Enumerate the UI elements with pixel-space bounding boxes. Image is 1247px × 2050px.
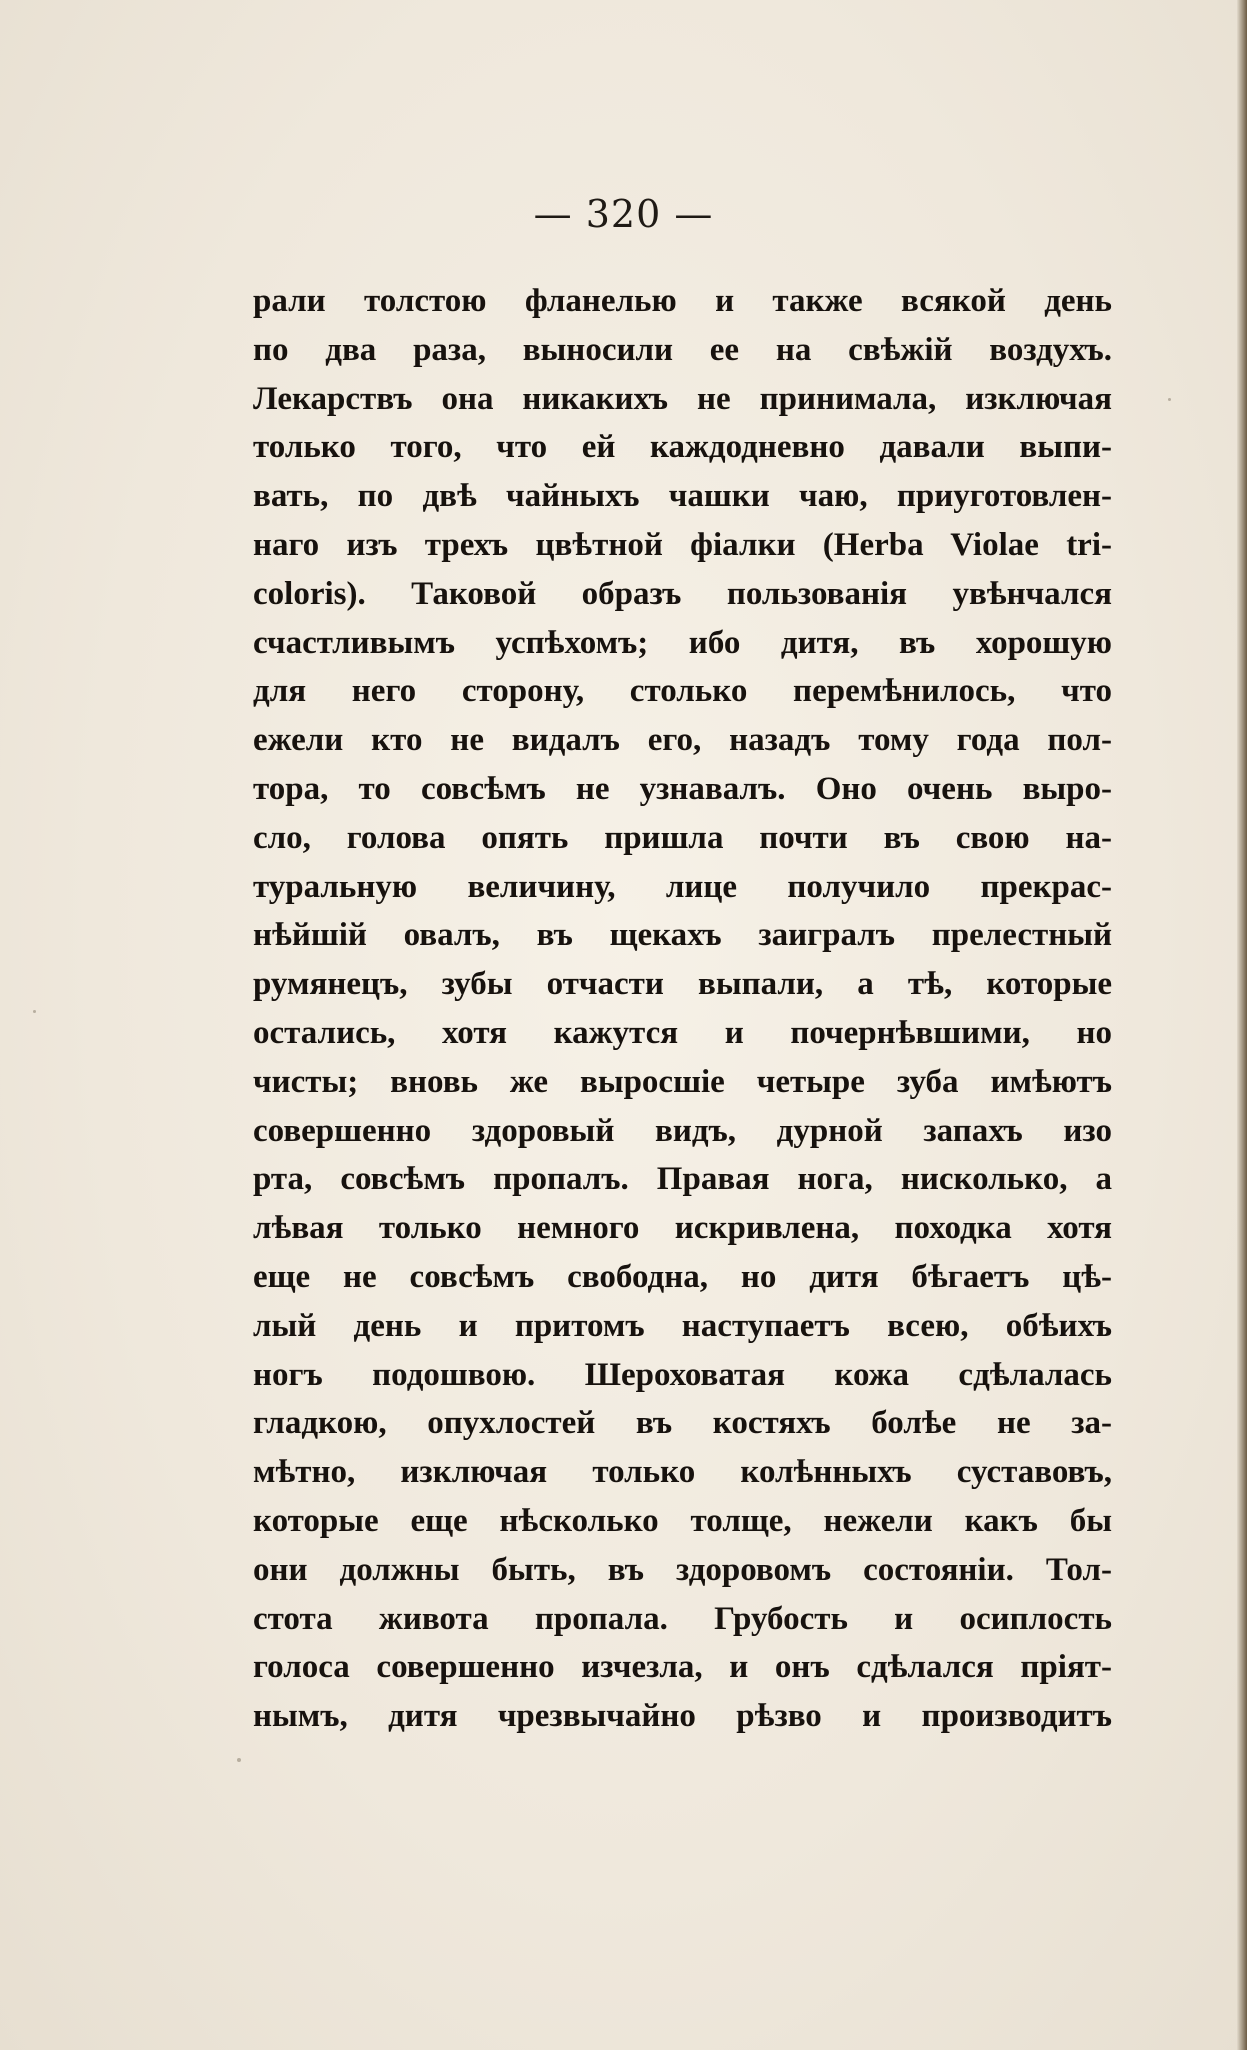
text-line: стота живота пропала. Грубость и осиплость — [253, 1600, 1112, 1637]
text-line: только того, что ей каждодневно давали выпи- — [253, 429, 1112, 466]
text-line: они должны быть, въ здоровомъ состояніи. Тол- — [253, 1551, 1112, 1588]
text-line: чисты; вновь же выросшіе четыре зуба имѣютъ — [253, 1063, 1112, 1100]
text-line: которые еще нѣсколько толще, нежели какъ бы — [253, 1502, 1112, 1539]
body-text — [253, 277, 1112, 1741]
page-edge-shadow — [1237, 0, 1247, 2050]
text-line: наго изъ трехъ цвѣтной фіалки (Herba Violae tri- — [253, 526, 1112, 563]
text-line: coloris). Таковой образъ пользованія увѣнчался — [253, 575, 1112, 612]
text-line: ежели кто не видалъ его, назадъ тому года пол- — [253, 722, 1112, 759]
text-line: совершенно здоровый видъ, дурной запахъ изо — [253, 1112, 1112, 1149]
text-line: ногъ подошвою. Шероховатая кожа сдѣлалась — [253, 1356, 1112, 1393]
text-line: счастливымъ успѣхомъ; ибо дитя, въ хорошую — [253, 624, 1112, 661]
paper-spot — [33, 1010, 36, 1013]
paper-spot — [1168, 398, 1171, 401]
text-line: рали толстою фланелью и также всякой день — [253, 283, 1112, 319]
text-line: туральную величину, лице получило прекрас- — [253, 868, 1112, 905]
text-line: голоса совершенно изчезла, и онъ сдѣлался пріят- — [253, 1649, 1112, 1686]
text-line: нѣйшій овалъ, въ щекахъ заигралъ прелестный — [253, 917, 1112, 954]
text-line: тора, то совсѣмъ не узнавалъ. Оно очень выро- — [253, 770, 1112, 807]
text-line: по два раза, выносили ее на свѣжій воздухъ. — [253, 331, 1112, 368]
page-number: — 320 — — [533, 192, 714, 236]
text-line: рта, совсѣмъ пропалъ. Правая нога, нисколько, а — [253, 1161, 1112, 1198]
text-line: мѣтно, изключая только колѣнныхъ суставовъ, — [253, 1454, 1112, 1491]
paper-spot — [237, 1758, 241, 1762]
text-line: Лекарствъ она никакихъ не принимала, изключая — [253, 380, 1112, 417]
text-line: гладкою, опухлостей въ костяхъ болѣе не за- — [253, 1405, 1112, 1442]
text-line: для него сторону, столько перемѣнилось, что — [253, 673, 1112, 710]
text-line: лѣвая только немного искривлена, походка хотя — [253, 1210, 1112, 1247]
text-line: лый день и притомъ наступаетъ всею, обѣихъ — [253, 1307, 1112, 1344]
text-line: румянецъ, зубы отчасти выпали, а тѣ, которые — [253, 966, 1112, 1003]
text-line: сло, голова опять пришла почти въ свою на- — [253, 819, 1112, 856]
text-line: остались, хотя кажутся и почернѣвшими, но — [253, 1014, 1112, 1051]
text-line: нымъ, дитя чрезвычайно рѣзво и производитъ — [253, 1698, 1112, 1735]
text-line: еще не совсѣмъ свободна, но дитя бѣгаетъ цѣ- — [253, 1258, 1112, 1295]
text-line: вать, по двѣ чайныхъ чашки чаю, приуготовлен- — [253, 478, 1112, 515]
